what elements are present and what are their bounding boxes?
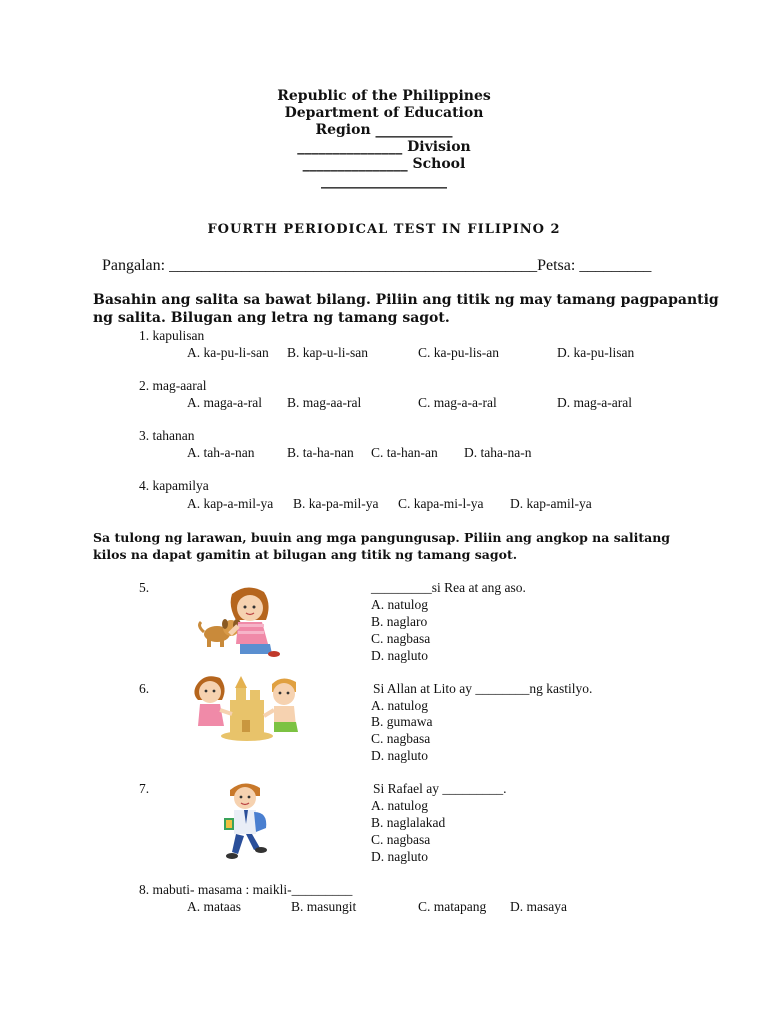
section1-instruction-line1: Basahin ang salita sa bawat bilang. Piliin ang titik ng may tamang pagpapantig xyxy=(93,292,719,308)
question-4-option-c: C. kapa-mi-l-ya xyxy=(398,496,484,511)
question-4-prompt: 4. kapamilya xyxy=(139,478,209,493)
question-7-option-d: D. nagluto xyxy=(371,849,428,864)
question-6-option-d: D. nagluto xyxy=(371,748,428,763)
question-5-option-d: D. nagluto xyxy=(371,648,428,663)
question-3-option-d: D. taha-na-n xyxy=(464,445,532,460)
date-label: Petsa: _________ xyxy=(537,257,652,274)
question-4-option-d: D. kap-amil-ya xyxy=(510,496,592,511)
question-1-option-d: D. ka-pu-lisan xyxy=(557,345,635,360)
section2-instruction-line1: Sa tulong ng larawan, buuin ang mga pangungusap. Piliin ang angkop na salitang xyxy=(93,530,671,545)
question-8-prompt: 8. mabuti- masama : maikli-_________ xyxy=(139,882,353,897)
question-6-option-b: B. gumawa xyxy=(371,714,433,729)
name-label: Pangalan: ______________________________________________ xyxy=(102,257,538,274)
question-7-number: 7. xyxy=(139,781,150,796)
header-division: _______________ Division xyxy=(297,139,471,155)
question-5-option-c: C. nagbasa xyxy=(371,631,431,646)
section1-instruction-line2: ng salita. Bilugan ang letra ng tamang sagot. xyxy=(93,310,450,326)
question-6-option-c: C. nagbasa xyxy=(371,731,431,746)
question-8-option-d: D. masaya xyxy=(510,899,567,914)
question-6-option-a: A. natulog xyxy=(371,698,428,713)
question-2-option-b: B. mag-aa-ral xyxy=(287,395,362,410)
question-4-option-a: A. kap-a-mil-ya xyxy=(187,496,274,511)
header-republic: Republic of the Philippines xyxy=(277,88,491,104)
test-title: FOURTH PERIODICAL TEST IN FILIPINO 2 xyxy=(207,222,561,237)
question-3-prompt: 3. tahanan xyxy=(139,428,195,443)
question-5-option-a: A. natulog xyxy=(371,597,428,612)
question-2-prompt: 2. mag-aaral xyxy=(139,378,207,393)
question-8-option-c: C. matapang xyxy=(418,899,487,914)
question-6-number: 6. xyxy=(139,681,150,696)
header-school: _______________ School xyxy=(302,156,466,172)
section2-instruction-line2: kilos na dapat gamitin at bilugan ang titik ng tamang sagot. xyxy=(93,547,518,562)
question-7-sentence: Si Rafael ay _________. xyxy=(373,781,507,796)
question-5-option-b: B. naglaro xyxy=(371,614,428,629)
question-3-option-b: B. ta-ha-nan xyxy=(287,445,354,460)
question-5-sentence: _________si Rea at ang aso. xyxy=(371,580,526,595)
question-2-option-c: C. mag-a-a-ral xyxy=(418,395,497,410)
question-4-option-b: B. ka-pa-mil-ya xyxy=(293,496,379,511)
kids-building-sandcastle-icon xyxy=(190,670,302,744)
question-2-option-a: A. maga-a-ral xyxy=(187,395,262,410)
boy-walking-to-school-icon xyxy=(208,778,284,864)
question-1-prompt: 1. kapulisan xyxy=(139,328,205,343)
name-field xyxy=(102,257,651,275)
question-7-option-c: C. nagbasa xyxy=(371,832,431,847)
question-1-option-a: A. ka-pu-li-san xyxy=(187,345,269,360)
header-department: Department of Education xyxy=(284,105,484,121)
question-5-number: 5. xyxy=(139,580,150,595)
question-3-option-a: A. tah-a-nan xyxy=(187,445,255,460)
girl-playing-with-dog-icon xyxy=(192,582,282,660)
question-1-option-b: B. kap-u-li-san xyxy=(287,345,368,360)
question-3-option-c: C. ta-han-an xyxy=(371,445,438,460)
question-7-option-b: B. naglalakad xyxy=(371,815,446,830)
question-2-option-d: D. mag-a-aral xyxy=(557,395,632,410)
question-6-sentence: Si Allan at Lito ay ________ng kastilyo. xyxy=(373,681,593,696)
question-7-option-a: A. natulog xyxy=(371,798,428,813)
header-region: Region ___________ xyxy=(315,122,453,138)
question-1-option-c: C. ka-pu-lis-an xyxy=(418,345,499,360)
header-blank-line: __________________ xyxy=(321,173,447,189)
question-8-option-a: A. mataas xyxy=(187,899,241,914)
question-8-option-b: B. masungit xyxy=(291,899,357,914)
